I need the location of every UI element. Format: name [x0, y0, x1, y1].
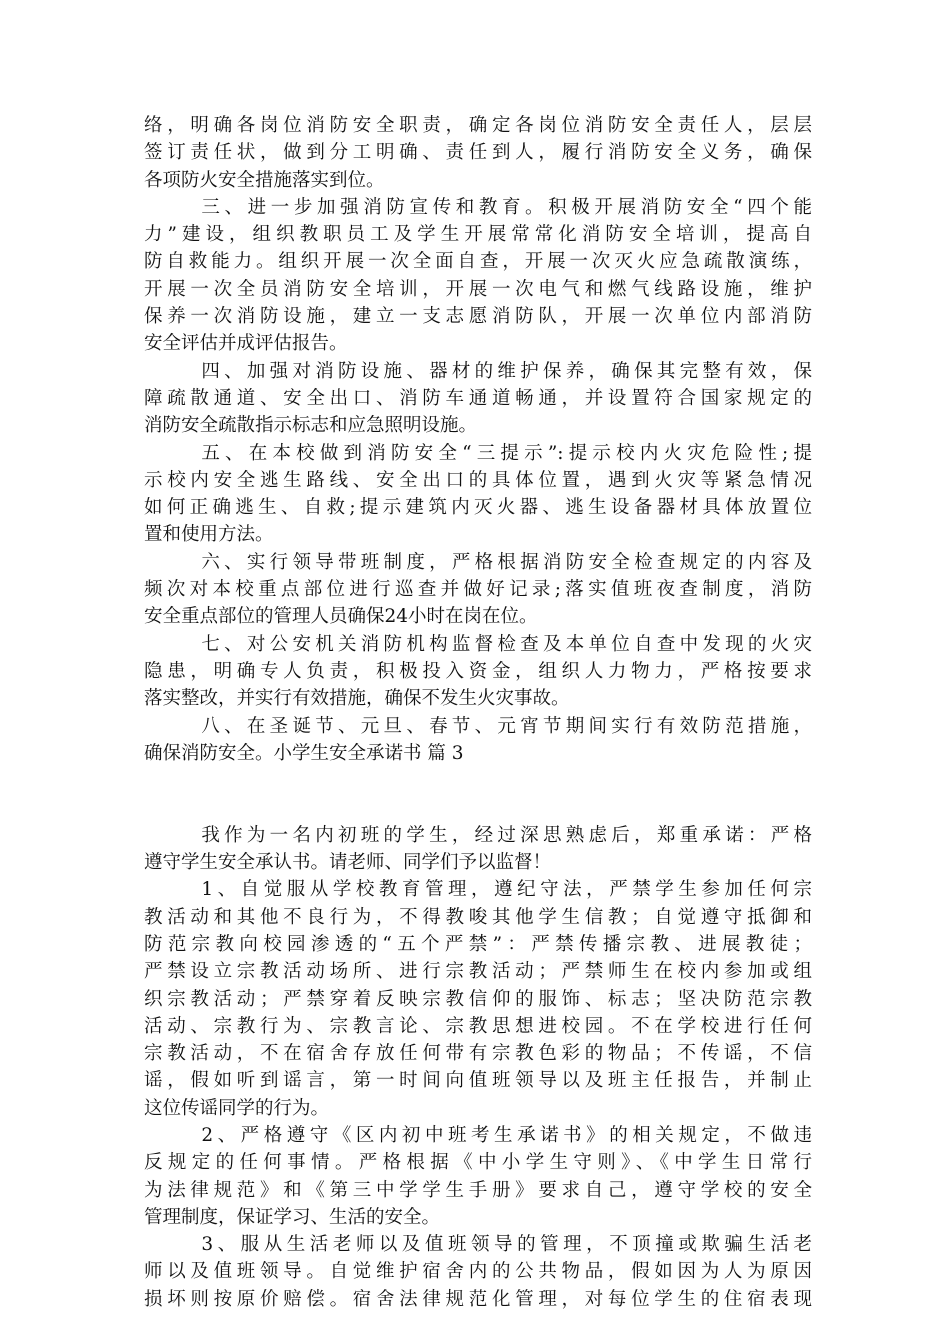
text-line: 保养一次消防设施，建立一支志愿消防队，开展一次单位内部消防	[144, 306, 812, 328]
text-line: 遵守学生安全承认书。请老师、同学们予以监督！	[144, 852, 552, 874]
text-line: 各项防火安全措施落实到位。	[144, 169, 385, 191]
text-line: 消防安全疏散指示标志和应急照明设施。	[144, 415, 478, 437]
text-line: 频次对本校重点部位进行巡查并做好记录;落实值班夜查制度，消防	[144, 579, 812, 601]
text-line: 管理制度，保证学习、生活的安全。	[144, 1206, 441, 1228]
text-line: 安全重点部位的管理人员确保24小时在岗在位。	[144, 606, 538, 628]
text-line: 安全评估并成评估报告。	[144, 333, 348, 355]
text-line: 开展一次全员消防安全培训，开展一次电气和燃气线路设施，维护	[144, 278, 812, 300]
text-line: 七、对公安机关消防机构监督检查及本单位自查中发现的火灾	[201, 633, 812, 655]
section-spacer	[144, 794, 812, 821]
text-line: 3、服从生活老师以及值班领导的管理，不顶撞或欺骗生活老	[201, 1234, 812, 1256]
text-line: 我作为一名内初班的学生，经过深思熟虑后，郑重承诺：严格	[201, 824, 812, 846]
text-line: 六、实行领导带班制度，严格根据消防安全检查规定的内容及	[201, 551, 812, 573]
text-line: 这位传谣同学的行为。	[144, 1097, 330, 1119]
text-line: 2、严格遵守《区内初中班考生承诺书》的相关规定，不做违	[201, 1124, 812, 1146]
text-line: 八、在圣诞节、元旦、春节、元宵节期间实行有效防范措施，	[201, 715, 812, 737]
text-line: 反规定的任何事情。严格根据《中小学生守则》、《中学生日常行	[144, 1152, 812, 1174]
document-section-student-pledge	[144, 822, 812, 1313]
text-line: 防自救能力。组织开展一次全面自查，开展一次灭火应急疏散演练，	[144, 251, 812, 273]
text-line: 师以及值班领导。自觉维护宿舍内的公共物品，假如因为人为原因	[144, 1261, 812, 1283]
text-line: 隐患，明确专人负责，积极投入资金，组织人力物力，严格按要求	[144, 660, 812, 682]
text-line: 落实整改，并实行有效措施，确保不发生火灾事故。	[144, 688, 570, 710]
text-line: 防范宗教向校园渗透的“五个严禁”：严禁传播宗教、进展教徒；	[144, 933, 812, 955]
text-line: 三、进一步加强消防宣传和教育。积极开展消防安全“四个能	[201, 196, 812, 218]
text-line: 织宗教活动；严禁穿着反映宗教信仰的服饰、标志；坚决防范宗教	[144, 988, 812, 1010]
text-line: 严禁设立宗教活动场所、进行宗教活动；严禁师生在校内参加或组	[144, 961, 812, 983]
text-line: 络，明确各岗位消防安全职责，确定各岗位消防安全责任人，层层	[144, 115, 812, 136]
text-line: 五、在本校做到消防安全“三提示”:提示校内火灾危险性;提	[201, 442, 812, 464]
document-page	[144, 112, 812, 1313]
text-line: 力”建设，组织教职员工及学生开展常常化消防安全培训，提高自	[144, 224, 812, 246]
text-line: 损坏则按原价赔偿。宿舍法律规范化管理，对每位学生的住宿表现	[144, 1288, 812, 1310]
text-line: 为法律规范》和《第三中学学生手册》要求自己，遵守学校的安全	[144, 1179, 812, 1201]
text-line: 四、加强对消防设施、器材的维护保养，确保其完整有效，保	[201, 360, 812, 382]
text-line: 1、自觉服从学校教育管理，遵纪守法，严禁学生参加任何宗	[201, 879, 812, 901]
text-line: 置和使用方法。	[144, 524, 274, 546]
text-line: 签订责任状，做到分工明确、责任到人，履行消防安全义务，确保	[144, 142, 812, 164]
text-line: 活动、宗教行为、宗教言论、宗教思想进校园。不在学校进行任何	[144, 1015, 812, 1037]
text-line: 确保消防安全。小学生安全承诺书 篇 3	[144, 742, 464, 764]
document-section-fire-safety	[144, 112, 812, 767]
text-line: 如何正确逃生、自救;提示建筑内灭火器、逃生设备器材具体放置位	[144, 497, 812, 519]
text-line: 教活动和其他不良行为，不得教唆其他学生信教；自觉遵守抵御和	[144, 906, 812, 928]
text-line: 示校内安全逃生路线、安全出口的具体位置，遇到火灾等紧急情况	[144, 469, 812, 491]
text-line: 障疏散通道、安全出口、消防车通道畅通，并设置符合国家规定的	[144, 387, 812, 409]
section-spacer	[144, 767, 812, 794]
text-line: 谣，假如听到谣言，第一时间向值班领导以及班主任报告，并制止	[144, 1070, 812, 1092]
text-line: 宗教活动，不在宿舍存放任何带有宗教色彩的物品；不传谣，不信	[144, 1043, 812, 1065]
